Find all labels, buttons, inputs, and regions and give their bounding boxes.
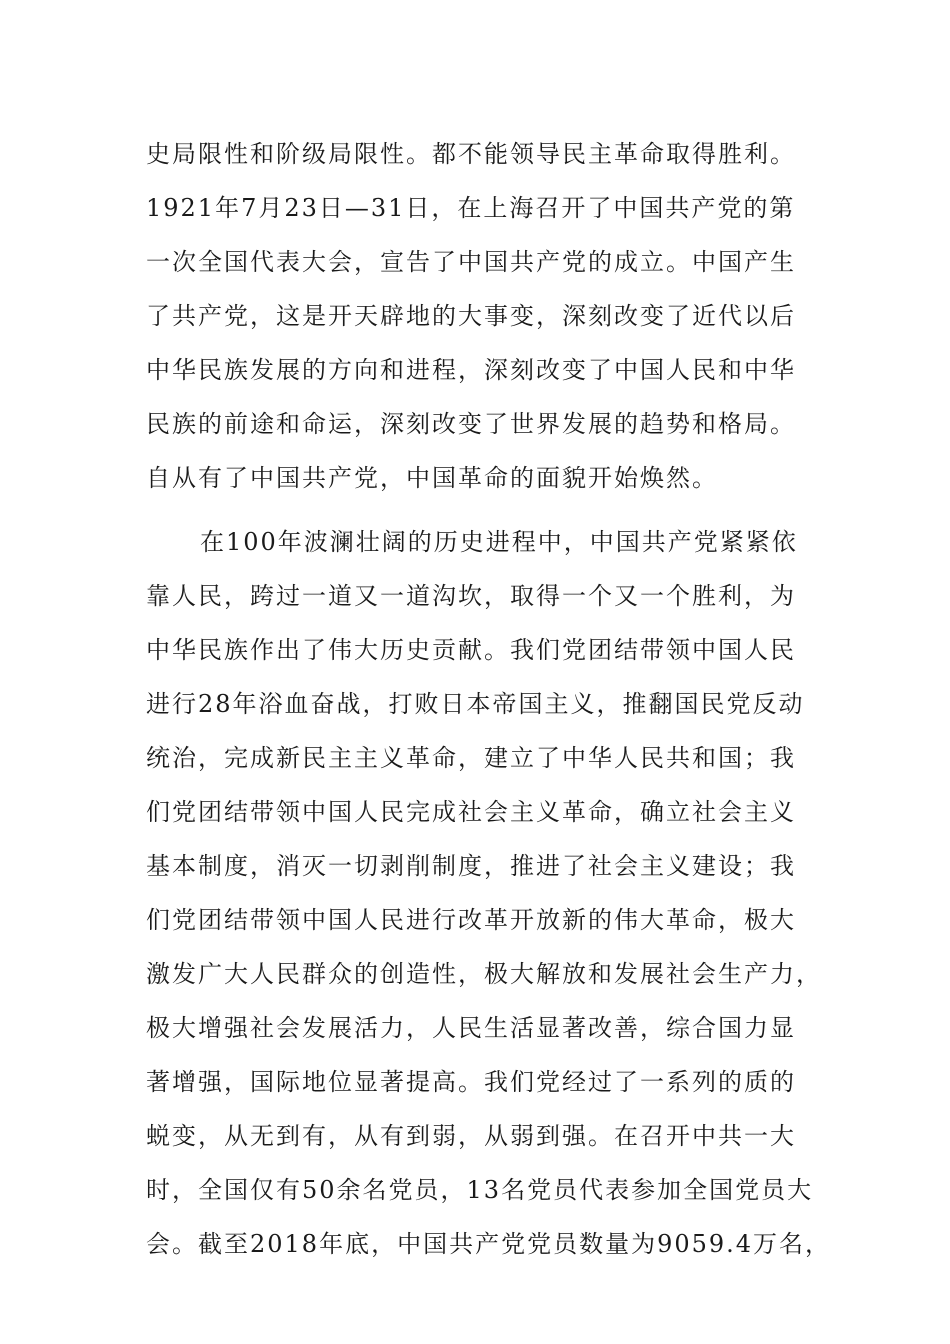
text-line: 们党团结带领中国人民完成社会主义革命，确立社会主义 <box>146 798 796 826</box>
text-line: 靠人民，跨过一道又一道沟坎，取得一个又一个胜利，为 <box>146 582 796 610</box>
text-line: 自从有了中国共产党，中国革命的面貌开始焕然。 <box>146 464 718 492</box>
text-line: 进行28年浴血奋战，打败日本帝国主义，推翻国民党反动 <box>146 690 805 718</box>
text-line: 们党团结带领中国人民进行改革开放新的伟大革命，极大 <box>146 906 796 934</box>
text-line: 极大增强社会发展活力，人民生活显著改善，综合国力显 <box>146 1014 796 1042</box>
text-line: 民族的前途和命运，深刻改变了世界发展的趋势和格局。 <box>146 410 796 438</box>
text-line: 了共产党，这是开天辟地的大事变，深刻改变了近代以后 <box>146 302 796 330</box>
text-line: 激发广大人民群众的创造性，极大解放和发展社会生产力， <box>146 960 822 988</box>
text-line: 著增强，国际地位显著提高。我们党经过了一系列的质的 <box>146 1068 796 1096</box>
text-line: 会。截至2018年底，中国共产党党员数量为9059.4万名， <box>146 1230 832 1258</box>
text-line: 蜕变，从无到有，从有到弱，从弱到强。在召开中共一大 <box>146 1122 796 1150</box>
text-line: 1921年7月23日—31日，在上海召开了中国共产党的第 <box>146 194 796 222</box>
paragraph-2 <box>146 519 832 1275</box>
paragraph-1 <box>146 131 806 509</box>
paragraph-gap <box>146 509 806 519</box>
text-line: 在100年波澜壮阔的历史进程中，中国共产党紧紧依 <box>200 528 798 556</box>
body-text <box>146 131 832 1275</box>
text-line: 史局限性和阶级局限性。都不能领导民主革命取得胜利。 <box>146 140 796 168</box>
text-line: 时，全国仅有50余名党员，13名党员代表参加全国党员大 <box>146 1176 814 1204</box>
text-line: 统治，完成新民主主义革命，建立了中华人民共和国；我 <box>146 744 796 772</box>
text-line: 基本制度，消灭一切剥削制度，推进了社会主义建设；我 <box>146 852 796 880</box>
text-line: 中华民族发展的方向和进程，深刻改变了中国人民和中华 <box>146 356 796 384</box>
text-line: 中华民族作出了伟大历史贡献。我们党团结带领中国人民 <box>146 636 796 664</box>
text-line: 一次全国代表大会，宣告了中国共产党的成立。中国产生 <box>146 248 796 276</box>
